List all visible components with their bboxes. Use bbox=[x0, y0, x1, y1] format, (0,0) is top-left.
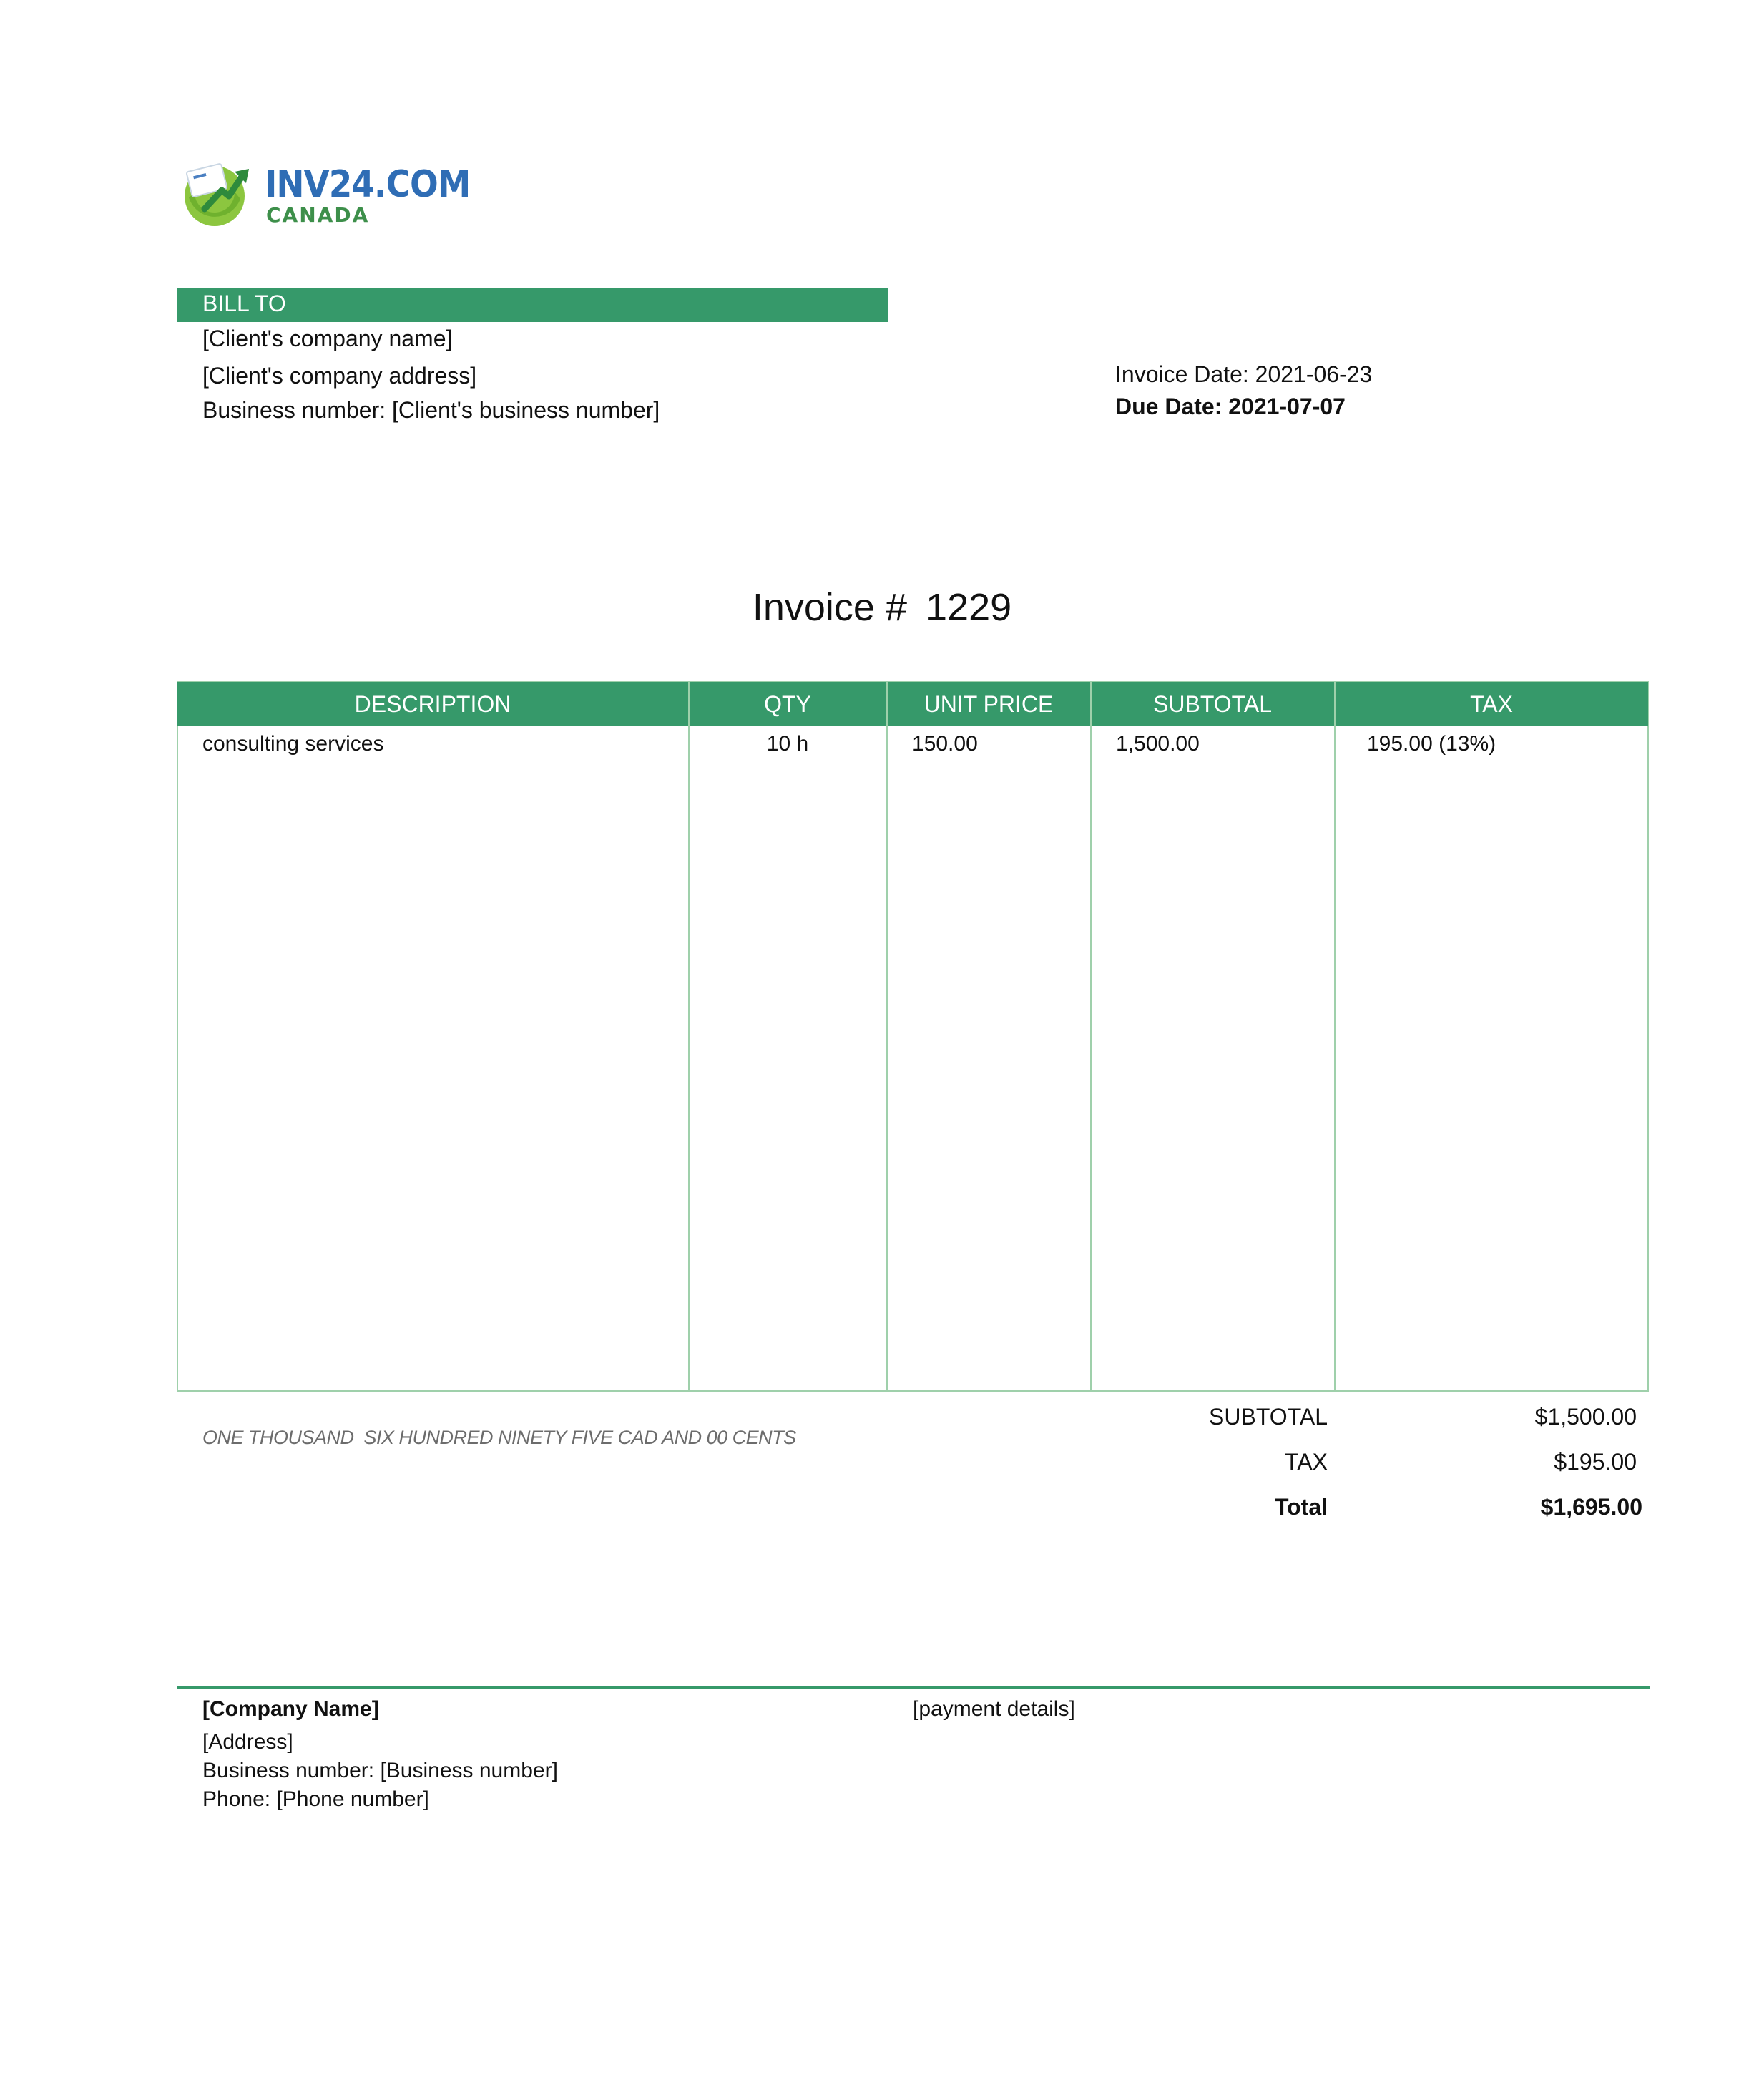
footer-business-number: Business number: [Business number] bbox=[202, 1759, 558, 1782]
column-header-subtotal: SUBTOTAL bbox=[1153, 691, 1272, 717]
footer-payment-details: [payment details] bbox=[913, 1697, 1075, 1721]
column-divider bbox=[1090, 682, 1092, 1392]
client-business-number: Business number: [Client's business number] bbox=[202, 397, 660, 423]
total-value: $1,695.00 bbox=[1540, 1494, 1642, 1520]
footer-address: [Address] bbox=[202, 1730, 293, 1754]
footer-company-name: [Company Name] bbox=[202, 1697, 379, 1721]
line-items-table bbox=[177, 681, 1649, 1392]
invoice-number: 1229 bbox=[926, 586, 1012, 629]
cell-tax: 195.00 (13%) bbox=[1367, 732, 1496, 756]
column-divider bbox=[688, 682, 690, 1392]
total-label: Total bbox=[1274, 1494, 1328, 1520]
cell-unit-price: 150.00 bbox=[912, 732, 978, 756]
cell-qty: 10 h bbox=[766, 732, 809, 756]
column-divider bbox=[1334, 682, 1336, 1392]
column-header-description: DESCRIPTION bbox=[354, 691, 511, 717]
column-divider bbox=[886, 682, 888, 1392]
column-header-qty: QTY bbox=[764, 691, 811, 717]
logo-name: INV24.COM bbox=[265, 163, 471, 206]
due-date: Due Date: 2021-07-07 bbox=[1115, 394, 1346, 419]
subtotal-label: SUBTOTAL bbox=[1209, 1404, 1328, 1430]
logo-badge-icon bbox=[179, 156, 259, 228]
tax-label: TAX bbox=[1285, 1449, 1328, 1475]
company-logo bbox=[179, 156, 471, 235]
cell-subtotal: 1,500.00 bbox=[1116, 732, 1200, 756]
logo-subtitle: CANADA bbox=[266, 203, 370, 227]
client-company-address: [Client's company address] bbox=[202, 363, 477, 389]
invoice-date: Invoice Date: 2021-06-23 bbox=[1115, 361, 1373, 387]
footer-divider bbox=[177, 1686, 1650, 1689]
tax-value: $195.00 bbox=[1554, 1449, 1637, 1475]
footer-phone: Phone: [Phone number] bbox=[202, 1787, 429, 1811]
client-company-name: [Client's company name] bbox=[202, 326, 453, 351]
invoice-label: Invoice # bbox=[752, 586, 907, 629]
column-header-tax: TAX bbox=[1470, 691, 1513, 717]
cell-description: consulting services bbox=[202, 732, 384, 756]
invoice-title bbox=[0, 585, 1764, 630]
bill-to-title: BILL TO bbox=[202, 290, 286, 316]
amount-in-words: ONE THOUSAND SIX HUNDRED NINETY FIVE CAD AND 00 CENTS bbox=[202, 1427, 796, 1448]
column-header-unit-price: UNIT PRICE bbox=[923, 691, 1054, 717]
subtotal-value: $1,500.00 bbox=[1534, 1404, 1637, 1430]
